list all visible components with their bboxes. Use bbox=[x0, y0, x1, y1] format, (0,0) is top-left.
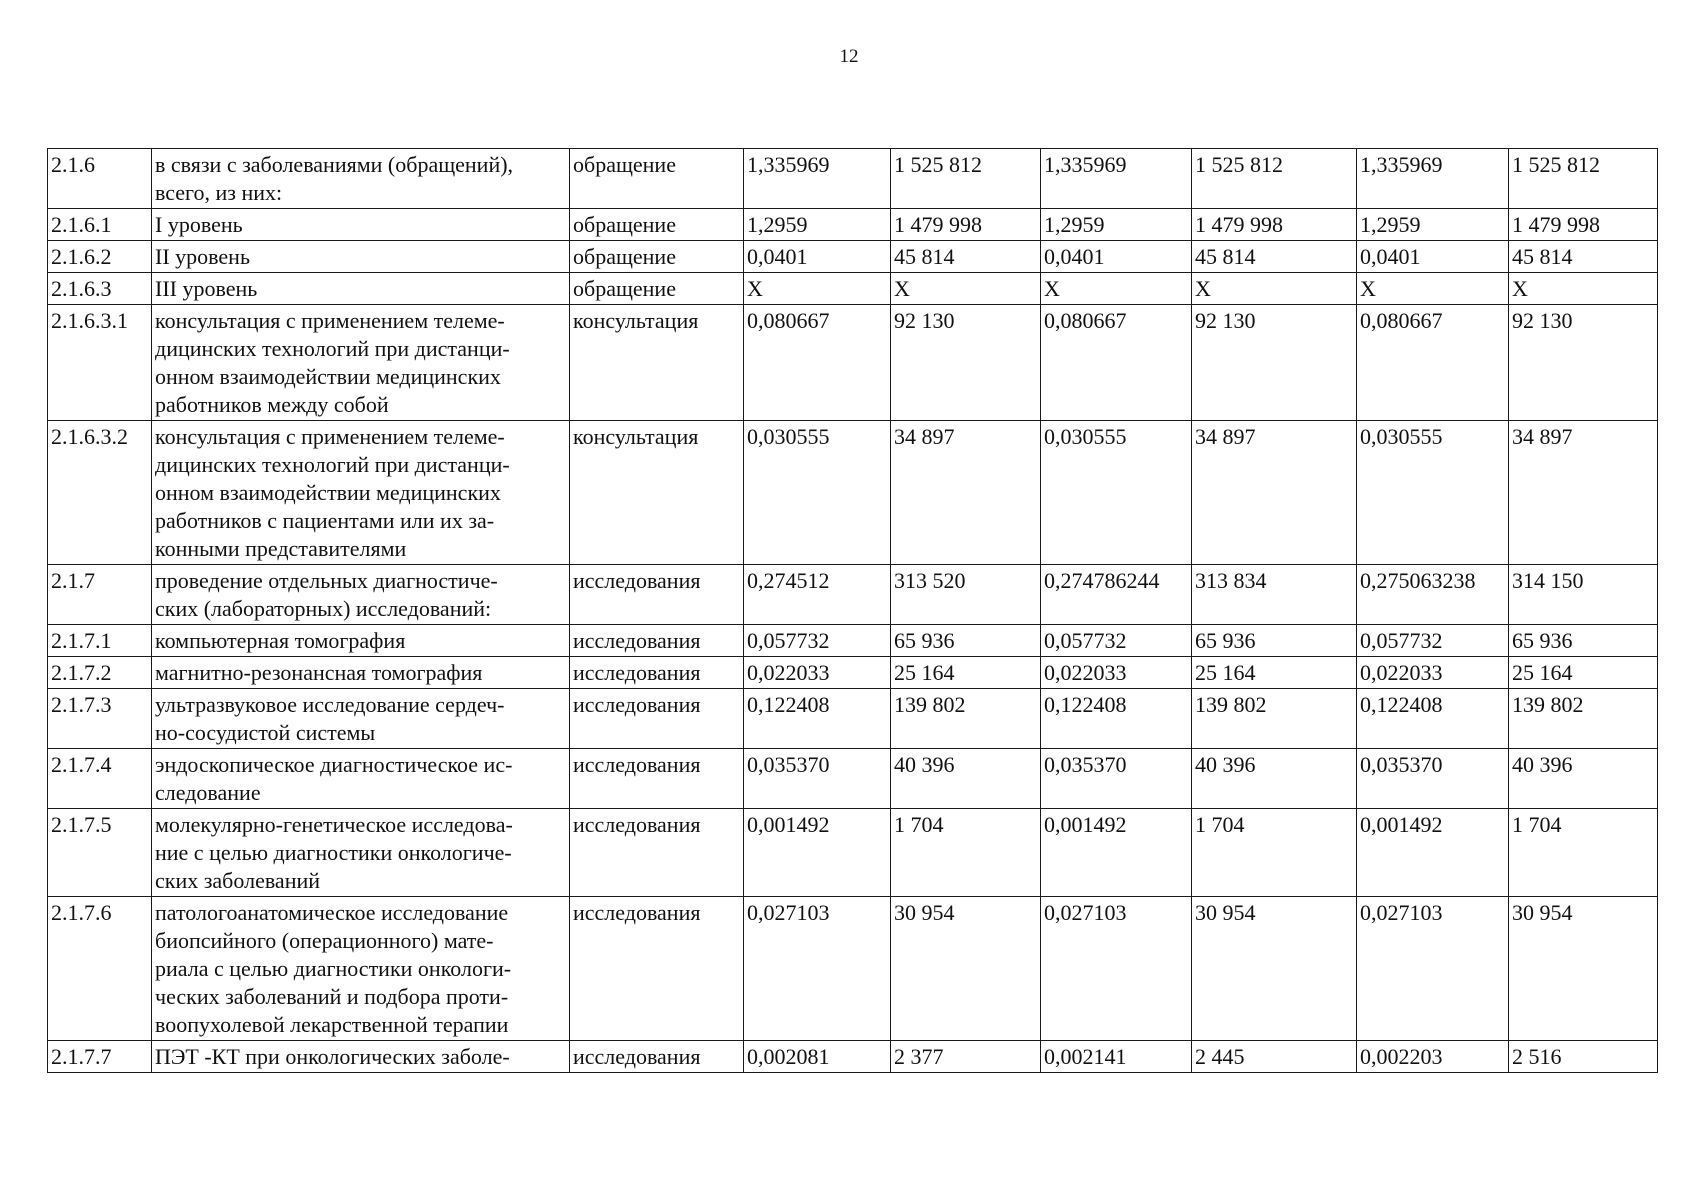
row-unit: консультация bbox=[570, 305, 744, 421]
table-row bbox=[48, 209, 1658, 241]
amount-year-2: 139 802 bbox=[1192, 689, 1357, 749]
table-row bbox=[48, 625, 1658, 657]
row-code: 2.1.6.3 bbox=[48, 273, 152, 305]
rate-year-2: 0,122408 bbox=[1041, 689, 1192, 749]
amount-year-2: 2 445 bbox=[1192, 1041, 1357, 1073]
row-code: 2.1.6.3.1 bbox=[48, 305, 152, 421]
amount-year-3: 1 525 812 bbox=[1509, 149, 1658, 209]
row-code: 2.1.7.6 bbox=[48, 897, 152, 1041]
row-code: 2.1.7 bbox=[48, 565, 152, 625]
amount-year-1: 30 954 bbox=[891, 897, 1041, 1041]
table-row bbox=[48, 809, 1658, 897]
amount-year-1: 25 164 bbox=[891, 657, 1041, 689]
rate-year-2: 0,030555 bbox=[1041, 421, 1192, 565]
row-description: III уровень bbox=[152, 273, 570, 305]
rate-year-1: 0,057732 bbox=[744, 625, 891, 657]
table-row bbox=[48, 689, 1658, 749]
amount-year-1: 92 130 bbox=[891, 305, 1041, 421]
amount-year-3: 30 954 bbox=[1509, 897, 1658, 1041]
table-row bbox=[48, 305, 1658, 421]
rate-year-1: 0,0401 bbox=[744, 241, 891, 273]
amount-year-2: 34 897 bbox=[1192, 421, 1357, 565]
rate-year-3: 0,030555 bbox=[1357, 421, 1509, 565]
amount-year-1: 45 814 bbox=[891, 241, 1041, 273]
amount-year-3: X bbox=[1509, 273, 1658, 305]
row-code: 2.1.6.1 bbox=[48, 209, 152, 241]
row-description: ультразвуковое исследование сердеч- но-сосудистой системы bbox=[152, 689, 570, 749]
rate-year-1: 0,027103 bbox=[744, 897, 891, 1041]
row-unit: обращение bbox=[570, 149, 744, 209]
rate-year-1: 0,022033 bbox=[744, 657, 891, 689]
rate-year-1: 0,030555 bbox=[744, 421, 891, 565]
amount-year-2: X bbox=[1192, 273, 1357, 305]
row-description: магнитно-резонансная томография bbox=[152, 657, 570, 689]
rate-year-3: 1,2959 bbox=[1357, 209, 1509, 241]
table-row bbox=[48, 241, 1658, 273]
rate-year-2: 1,335969 bbox=[1041, 149, 1192, 209]
rate-year-3: 0,0401 bbox=[1357, 241, 1509, 273]
amount-year-1: 2 377 bbox=[891, 1041, 1041, 1073]
amount-year-1: 40 396 bbox=[891, 749, 1041, 809]
table-row bbox=[48, 565, 1658, 625]
row-description: молекулярно-генетическое исследова- ние с целью диагностики онкологиче- ских заболеваний bbox=[152, 809, 570, 897]
rate-year-2: 1,2959 bbox=[1041, 209, 1192, 241]
row-description: I уровень bbox=[152, 209, 570, 241]
amount-year-3: 139 802 bbox=[1509, 689, 1658, 749]
row-code: 2.1.6.2 bbox=[48, 241, 152, 273]
amount-year-2: 313 834 bbox=[1192, 565, 1357, 625]
amount-year-1: 1 525 812 bbox=[891, 149, 1041, 209]
rate-year-2: X bbox=[1041, 273, 1192, 305]
rate-year-3: 0,027103 bbox=[1357, 897, 1509, 1041]
amount-year-1: 65 936 bbox=[891, 625, 1041, 657]
table-row bbox=[48, 657, 1658, 689]
row-unit: консультация bbox=[570, 421, 744, 565]
rate-year-3: 0,275063238 bbox=[1357, 565, 1509, 625]
row-description: в связи с заболеваниями (обращений), всего, из них: bbox=[152, 149, 570, 209]
table-row bbox=[48, 749, 1658, 809]
row-description: II уровень bbox=[152, 241, 570, 273]
amount-year-1: 139 802 bbox=[891, 689, 1041, 749]
rate-year-1: 0,274512 bbox=[744, 565, 891, 625]
page-number: 12 bbox=[839, 46, 859, 67]
amount-year-2: 92 130 bbox=[1192, 305, 1357, 421]
amount-year-3: 40 396 bbox=[1509, 749, 1658, 809]
rate-year-3: 0,002203 bbox=[1357, 1041, 1509, 1073]
row-description: консультация с применением телеме- дицинских технологий при дистанци- онном взаимодействии медицинских работников с пациентами или их за- конными представителями bbox=[152, 421, 570, 565]
rate-year-1: 0,002081 bbox=[744, 1041, 891, 1073]
rate-year-1: 0,035370 bbox=[744, 749, 891, 809]
amount-year-3: 25 164 bbox=[1509, 657, 1658, 689]
row-code: 2.1.7.1 bbox=[48, 625, 152, 657]
rate-year-1: 0,080667 bbox=[744, 305, 891, 421]
row-description: проведение отдельных диагностиче- ских (лабораторных) исследований: bbox=[152, 565, 570, 625]
row-unit: исследования bbox=[570, 897, 744, 1041]
rate-year-2: 0,057732 bbox=[1041, 625, 1192, 657]
row-code: 2.1.6 bbox=[48, 149, 152, 209]
table-row bbox=[48, 421, 1658, 565]
row-description: ПЭТ -КТ при онкологических заболе- bbox=[152, 1041, 570, 1073]
row-unit: исследования bbox=[570, 1041, 744, 1073]
amount-year-2: 30 954 bbox=[1192, 897, 1357, 1041]
amount-year-2: 1 704 bbox=[1192, 809, 1357, 897]
row-code: 2.1.7.7 bbox=[48, 1041, 152, 1073]
row-code: 2.1.7.3 bbox=[48, 689, 152, 749]
amount-year-2: 1 525 812 bbox=[1192, 149, 1357, 209]
table-row bbox=[48, 1041, 1658, 1073]
amount-year-1: 313 520 bbox=[891, 565, 1041, 625]
rate-year-2: 0,0401 bbox=[1041, 241, 1192, 273]
rate-year-1: 0,122408 bbox=[744, 689, 891, 749]
amount-year-3: 45 814 bbox=[1509, 241, 1658, 273]
row-unit: исследования bbox=[570, 749, 744, 809]
row-code: 2.1.7.5 bbox=[48, 809, 152, 897]
rate-year-1: 0,001492 bbox=[744, 809, 891, 897]
table-row bbox=[48, 149, 1658, 209]
row-unit: исследования bbox=[570, 565, 744, 625]
rate-year-2: 0,080667 bbox=[1041, 305, 1192, 421]
amount-year-1: X bbox=[891, 273, 1041, 305]
rate-year-3: 0,080667 bbox=[1357, 305, 1509, 421]
amount-year-2: 1 479 998 bbox=[1192, 209, 1357, 241]
amount-year-2: 65 936 bbox=[1192, 625, 1357, 657]
amount-year-1: 34 897 bbox=[891, 421, 1041, 565]
amount-year-1: 1 704 bbox=[891, 809, 1041, 897]
table-row bbox=[48, 897, 1658, 1041]
row-code: 2.1.7.2 bbox=[48, 657, 152, 689]
rate-year-2: 0,002141 bbox=[1041, 1041, 1192, 1073]
amount-year-3: 92 130 bbox=[1509, 305, 1658, 421]
rate-year-3: 0,122408 bbox=[1357, 689, 1509, 749]
amount-year-3: 314 150 bbox=[1509, 565, 1658, 625]
rate-year-2: 0,274786244 bbox=[1041, 565, 1192, 625]
amount-year-3: 1 704 bbox=[1509, 809, 1658, 897]
rate-year-2: 0,022033 bbox=[1041, 657, 1192, 689]
rate-year-3: 0,001492 bbox=[1357, 809, 1509, 897]
amount-year-3: 34 897 bbox=[1509, 421, 1658, 565]
amount-year-3: 65 936 bbox=[1509, 625, 1658, 657]
row-code: 2.1.6.3.2 bbox=[48, 421, 152, 565]
rate-year-3: X bbox=[1357, 273, 1509, 305]
rate-year-3: 0,035370 bbox=[1357, 749, 1509, 809]
row-unit: обращение bbox=[570, 273, 744, 305]
row-unit: исследования bbox=[570, 689, 744, 749]
row-description: консультация с применением телеме- дицинских технологий при дистанци- онном взаимодействии медицинских работников между собой bbox=[152, 305, 570, 421]
rate-year-1: X bbox=[744, 273, 891, 305]
amount-year-3: 2 516 bbox=[1509, 1041, 1658, 1073]
row-unit: исследования bbox=[570, 809, 744, 897]
row-description: эндоскопическое диагностическое ис- следование bbox=[152, 749, 570, 809]
rate-year-1: 1,2959 bbox=[744, 209, 891, 241]
row-code: 2.1.7.4 bbox=[48, 749, 152, 809]
row-unit: обращение bbox=[570, 241, 744, 273]
volume-table bbox=[47, 148, 1658, 1073]
row-unit: исследования bbox=[570, 625, 744, 657]
amount-year-3: 1 479 998 bbox=[1509, 209, 1658, 241]
rate-year-2: 0,001492 bbox=[1041, 809, 1192, 897]
table-row bbox=[48, 273, 1658, 305]
rate-year-3: 1,335969 bbox=[1357, 149, 1509, 209]
rate-year-2: 0,035370 bbox=[1041, 749, 1192, 809]
amount-year-1: 1 479 998 bbox=[891, 209, 1041, 241]
rate-year-3: 0,057732 bbox=[1357, 625, 1509, 657]
amount-year-2: 45 814 bbox=[1192, 241, 1357, 273]
rate-year-2: 0,027103 bbox=[1041, 897, 1192, 1041]
row-description: компьютерная томография bbox=[152, 625, 570, 657]
rate-year-1: 1,335969 bbox=[744, 149, 891, 209]
row-unit: исследования bbox=[570, 657, 744, 689]
row-description: патологоанатомическое исследование биопсийного (операционного) мате- риала с целью диагностики онкологи- ческих заболеваний и подбора проти- воопухолевой лекарственной терапии bbox=[152, 897, 570, 1041]
row-unit: обращение bbox=[570, 209, 744, 241]
amount-year-2: 25 164 bbox=[1192, 657, 1357, 689]
rate-year-3: 0,022033 bbox=[1357, 657, 1509, 689]
amount-year-2: 40 396 bbox=[1192, 749, 1357, 809]
